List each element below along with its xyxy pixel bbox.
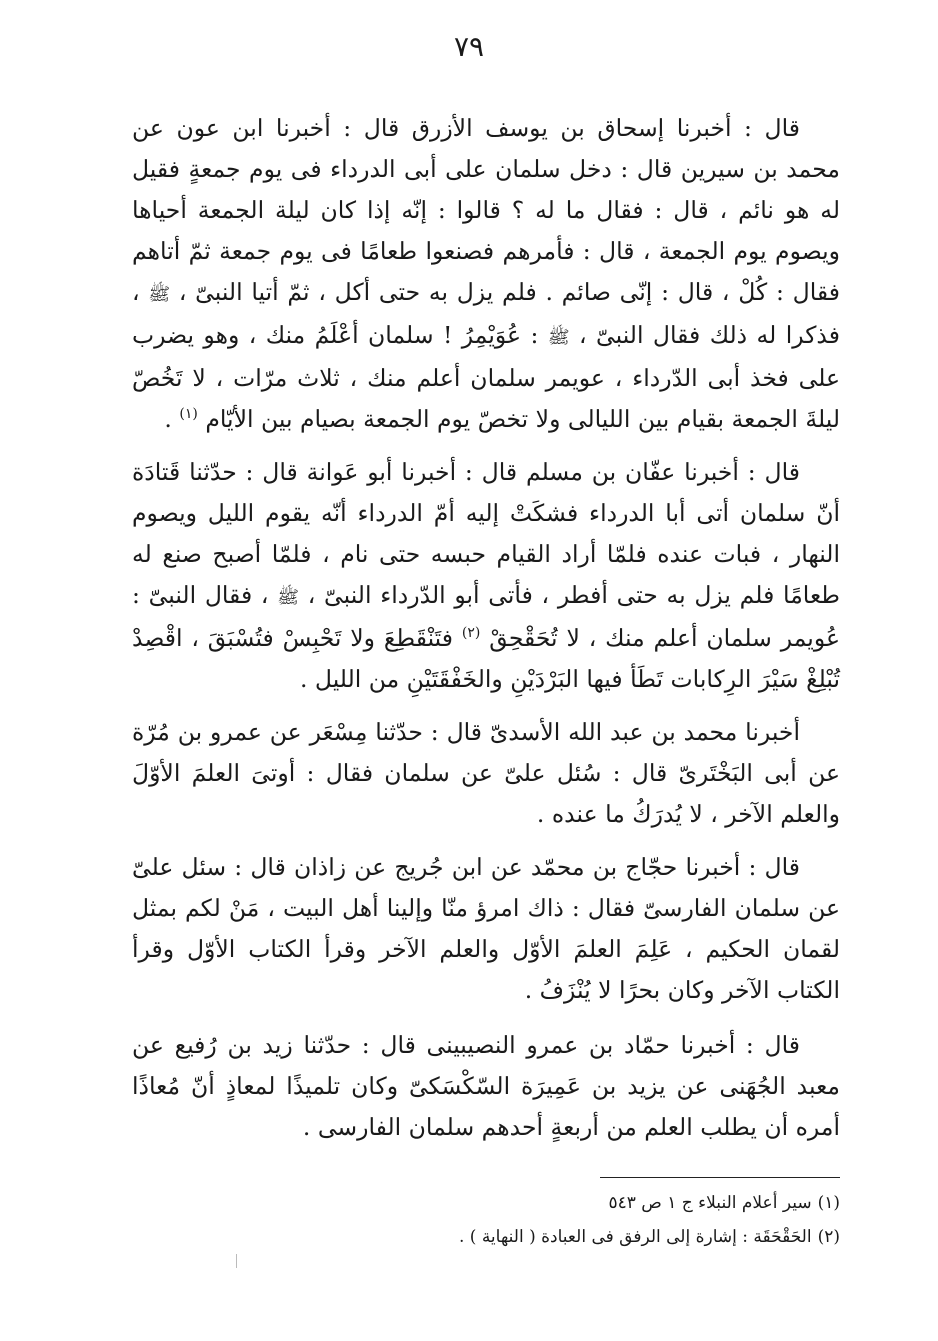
paragraph-1-text-2: ، فذكرا له ذلك فقال النبىّ ،: [132, 278, 840, 349]
footnote-reference-2[interactable]: (٢): [461, 625, 481, 642]
paragraph-2-text-3: فتَنْقَطِعَ ولا تَحْبِسْ فتُسْبَقَ ، اقْصِدْ تُبْلِغْ سَيْرَ الرِكابات تَطَأ فيها البَرْدَيْنِ والخَفْقَتَيْنِ من الليل .: [132, 624, 840, 693]
footnote-1: [132, 1186, 840, 1220]
footnote-divider: [600, 1177, 840, 1178]
page-number: ٧٩: [453, 30, 485, 63]
paragraph-5: قال : أخبرنا حمّاد بن عمرو النصيبينى قال : حدّثنا زيد بن رُفيع عن معبد الجُهَنى عن يزيد بن عَمِيرَة السّكْسَكىّ وكان تلميذًا لمعاذٍ أنّ مُعاذًا أمره أن يطلب العلم من أربعةٍ أحدهم سلمان الفارسى .: [132, 1031, 840, 1141]
paragraph-1-text: قال : أخبرنا إسحاق بن يوسف الأزرق قال : أخبرنا ابن عون عن محمد بن سيرين قال : دخل سلمان على أبى الدرداء فى يوم جمعةٍ فقيل له هو نائم ، قال : فقال ما له ؟ قالوا : إنّه إذا كان ليلة الجمعة أحياها ويصوم يوم الجمعة ، قال : فأمرهم فصنعوا طعامًا فى يوم جمعة ثمّ أتاهم فقال : كُلْ ، قال : إنّى صائم . فلم يزل به حتى أكل ، ثمّ أتيا النبىّ ،: [132, 114, 840, 306]
footnote-text: سير أعلام النبلاء ج ١ ص ٥٤٣: [608, 1193, 812, 1213]
salawat-ligature: ﷺ: [547, 327, 570, 348]
footnote-number: (٢): [817, 1227, 840, 1247]
scan-artifact-mark: [236, 1254, 237, 1268]
paragraph-2-text-2: ، فقال النبىّ : عُويمر سلمان أعلم منك ، لا تُحَقْحِقْ: [132, 581, 840, 652]
paragraph-2-text: قال : أخبرنا عفّان بن مسلم قال : أخبرنا أبو عَوانة قال : حدّثنا قَتادَة أنّ سلمان أتى أبا الدرداء فشكَتْ إليه أمّ الدرداء أنّه يقوم الليل ويصوم النهار ، فبات عنده فلمّا أراد القيام حبسه حتى نام ، فلمّا أصبح صنع له طعامًا فلم يزل به حتى أفطر ، فأتى أبو الدّرداء النبىّ ،: [132, 458, 840, 609]
paragraph-1: [132, 108, 840, 440]
footnote-reference-1[interactable]: (١): [179, 406, 198, 423]
footnotes: [132, 1186, 840, 1254]
paragraph-1-text-3: : عُوَيْمِرُ ! سلمان أعْلَمُ منك ، وهو يضرب على فخذ أبى الدّرداء ، عويمر سلمان أعلم منك ، ثلاث مرّات ، لا تَخُصّ ليلةَ الجمعة بقيام بين الليالى ولا تخصّ يوم الجمعة بصيام بين الأيّام: [132, 321, 840, 433]
main-text: [132, 108, 840, 1160]
footnote-text: الحَقْحَقَة : إشارة إلى الرفق فى العبادة ( النهاية ) .: [458, 1227, 812, 1247]
footnote-2: [132, 1220, 840, 1254]
paragraph-4: قال : أخبرنا حجّاج بن محمّد عن ابن جُريج عن زاذان قال : سئل علىّ عن سلمان الفارسىّ فقال : ذاك امرؤ منّا وإلينا أهل البيت ، مَنْ لكم بمثل لقمان الحكيم ، عَلِمَ العلمَ الأوّل والعلم الآخر وقرأ الكتاب الأوّل وقرأ الكتاب الآخر وكان بحرًا لا يُنْزَفُ .: [132, 853, 840, 1004]
paragraph-3: أخبرنا محمد بن عبد الله الأسدىّ قال : حدّثنا مِسْعَر عن عمرو بن مُرّة عن أبى البَخْتَرىّ قال : سُئل علىّ عن سلمان فقال : أوتىَ العلمَ الأوّلَ والعلم الآخر ، لا يُدرَكُ ما عنده .: [132, 718, 840, 828]
paragraph-1-end: .: [164, 405, 172, 433]
salawat-ligature: ﷺ: [277, 587, 299, 608]
footnote-number: (١): [817, 1193, 840, 1213]
salawat-ligature: ﷺ: [148, 284, 171, 305]
paragraph-2: [132, 452, 840, 700]
